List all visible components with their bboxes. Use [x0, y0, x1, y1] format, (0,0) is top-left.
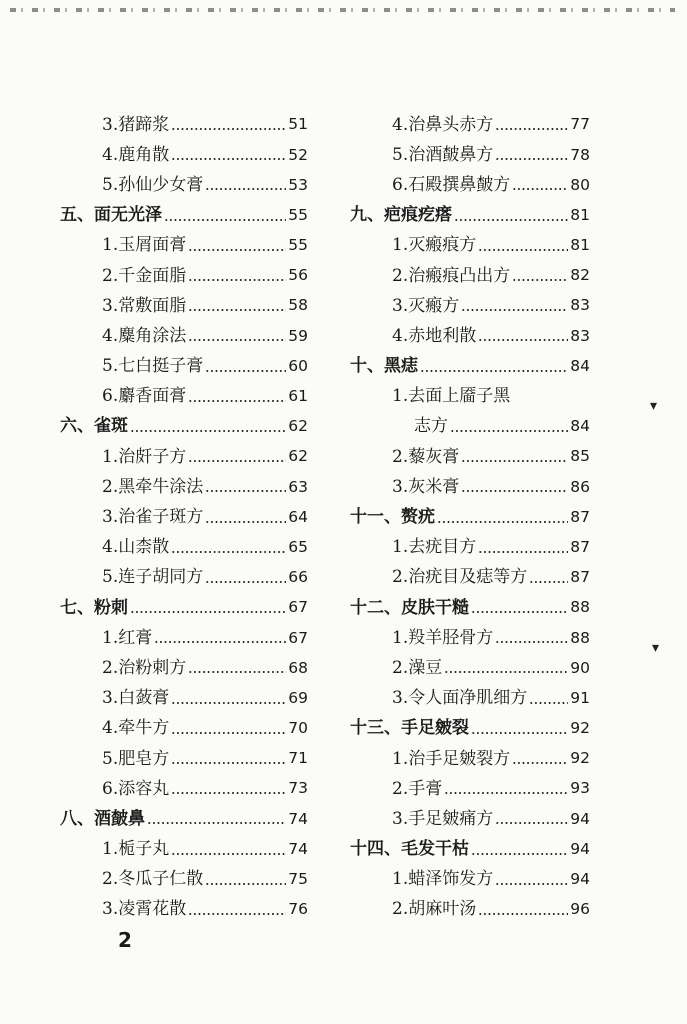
dot-leader	[471, 732, 568, 734]
toc-page-number: 61	[288, 387, 308, 406]
toc-page-number: 91	[570, 688, 590, 707]
dot-leader	[478, 551, 568, 553]
scan-speck-mark: ▾	[652, 640, 660, 656]
dot-leader	[461, 309, 568, 311]
toc-entry-title: 志方	[414, 416, 448, 437]
toc-entry-title: 1.去疣目方	[392, 537, 477, 558]
toc-page-number: 67	[288, 598, 308, 617]
toc-entry-title: 2.澡豆	[392, 657, 443, 678]
dot-leader	[188, 309, 286, 311]
toc-page-number: 90	[570, 658, 590, 677]
toc-entry-title: 6.麝香面膏	[102, 386, 187, 407]
toc-page-number: 60	[288, 356, 308, 375]
toc-page-number: 87	[570, 568, 590, 587]
toc-page-number: 87	[570, 537, 590, 556]
dot-leader	[171, 853, 286, 855]
dot-leader	[188, 460, 286, 462]
toc-entry-title: 1.治皯子方	[102, 446, 187, 467]
dot-leader	[437, 521, 568, 523]
dot-leader	[478, 913, 568, 915]
dot-leader	[188, 249, 286, 251]
toc-entry	[60, 623, 308, 653]
dot-leader	[164, 219, 286, 221]
toc-section-entry	[350, 201, 590, 231]
scan-speck-mark: ▾	[650, 398, 658, 414]
toc-entry	[60, 170, 308, 200]
toc-entry	[60, 321, 308, 351]
toc-entry	[350, 321, 590, 351]
dot-leader	[478, 339, 568, 341]
dot-leader	[188, 400, 286, 402]
toc-entry	[350, 231, 590, 261]
dot-leader	[529, 702, 568, 704]
toc-page-number: 85	[570, 447, 590, 466]
toc-section-entry	[350, 593, 590, 623]
toc-page-number: 74	[288, 809, 308, 828]
toc-entry	[350, 804, 590, 834]
toc-entry-title: 十三、手足皴裂	[350, 718, 469, 739]
toc-entry	[60, 714, 308, 744]
toc-entry-title: 2.治粉刺方	[102, 657, 187, 678]
toc-entry	[60, 835, 308, 865]
toc-page-number: 68	[288, 658, 308, 677]
dot-leader	[495, 641, 568, 643]
toc-entry	[60, 382, 308, 412]
toc-entry-title: 5.连子胡同方	[102, 567, 204, 588]
toc-entry-title: 3.灰米膏	[392, 476, 460, 497]
dot-leader	[205, 188, 286, 190]
toc-page-number: 65	[288, 537, 308, 556]
toc-entry-title: 1.灭瘢痕方	[392, 235, 477, 256]
toc-page-number: 62	[288, 447, 308, 466]
toc-entry-title: 4.鹿角散	[102, 144, 170, 165]
toc-entry-title: 3.令人面净肌细方	[392, 688, 528, 709]
toc-section-entry	[60, 593, 308, 623]
toc-section-entry	[350, 835, 590, 865]
toc-entry-title: 1.栀子丸	[102, 839, 170, 860]
toc-section-entry	[350, 502, 590, 532]
dot-leader	[171, 128, 286, 130]
dot-leader	[444, 792, 568, 794]
dot-leader	[495, 128, 568, 130]
toc-entry	[350, 170, 590, 200]
toc-entry-title: 4.治鼻头赤方	[392, 114, 494, 135]
dot-leader	[205, 370, 286, 372]
scan-edge-noise	[10, 8, 675, 12]
toc-section-entry	[60, 412, 308, 442]
toc-page-number: 64	[288, 507, 308, 526]
toc-page-number: 94	[570, 870, 590, 889]
toc-entry	[350, 291, 590, 321]
dot-leader	[444, 671, 568, 673]
toc-page-number: 73	[288, 779, 308, 798]
toc-entry	[350, 533, 590, 563]
toc-entry-title: 5.肥皂方	[102, 748, 170, 769]
toc-entry	[60, 865, 308, 895]
dot-leader	[147, 822, 286, 824]
toc-entry	[350, 684, 590, 714]
toc-page-number: 84	[570, 356, 590, 375]
toc-page-number: 58	[288, 296, 308, 315]
toc-page-number: 93	[570, 779, 590, 798]
toc-page-number: 83	[570, 296, 590, 315]
toc-page-number: 56	[288, 266, 308, 285]
toc-entry-title: 6.石殿撰鼻皶方	[392, 174, 511, 195]
toc-entry-title: 1.玉屑面膏	[102, 235, 187, 256]
dot-leader	[495, 822, 568, 824]
toc-section-entry	[350, 352, 590, 382]
toc-page-number: 82	[570, 266, 590, 285]
toc-section-entry	[60, 201, 308, 231]
toc-entry-title: 2.治瘢痕凸出方	[392, 265, 511, 286]
dot-leader	[478, 249, 568, 251]
toc-entry-title: 2.手膏	[392, 778, 443, 799]
toc-entry-title: 2.冬瓜子仁散	[102, 869, 204, 890]
toc-page-number: 80	[570, 175, 590, 194]
toc-entry-title: 3.手足皴痛方	[392, 808, 494, 829]
toc-section-entry	[350, 714, 590, 744]
toc-entry-title: 1.治手足皴裂方	[392, 748, 511, 769]
toc-entry	[60, 472, 308, 502]
dot-leader	[188, 279, 286, 281]
toc-entry-title: 3.白蔹膏	[102, 688, 170, 709]
toc-entry	[350, 140, 590, 170]
toc-entry	[350, 865, 590, 895]
dot-leader	[130, 611, 286, 613]
toc-page-number: 63	[288, 477, 308, 496]
toc-page-number: 66	[288, 568, 308, 587]
toc-entry	[350, 774, 590, 804]
dot-leader	[461, 490, 568, 492]
dot-leader	[188, 671, 286, 673]
dot-leader	[495, 158, 568, 160]
toc-page-number: 87	[570, 507, 590, 526]
toc-page-number: 94	[570, 809, 590, 828]
toc-entry-title: 十、黑痣	[350, 356, 418, 377]
page-number: 2	[118, 928, 132, 952]
toc-page-number: 86	[570, 477, 590, 496]
toc-left-column	[60, 110, 308, 925]
toc-entry-title: 八、酒皶鼻	[60, 808, 145, 829]
toc-entry	[350, 744, 590, 774]
toc-section-entry	[60, 804, 308, 834]
toc-page-number: 69	[288, 688, 308, 707]
toc-entry	[60, 442, 308, 472]
dot-leader	[205, 581, 286, 583]
toc-entry-title: 3.凌霄花散	[102, 899, 187, 920]
toc-page-number: 53	[288, 175, 308, 194]
toc-entry	[350, 563, 590, 593]
toc-entry	[350, 653, 590, 683]
toc-entry-title: 3.常敷面脂	[102, 295, 187, 316]
toc-entry-title: 2.黑牵牛涂法	[102, 476, 204, 497]
toc-entry-title: 五、面无光泽	[60, 205, 162, 226]
toc-page-number: 74	[288, 839, 308, 858]
toc-entry	[60, 110, 308, 140]
dot-leader	[512, 188, 568, 190]
toc-page-number: 81	[570, 205, 590, 224]
dot-leader	[171, 702, 286, 704]
toc-page-number: 84	[570, 417, 590, 436]
dot-leader	[450, 430, 568, 432]
dot-leader	[171, 762, 286, 764]
dot-leader	[171, 732, 286, 734]
toc-entry	[60, 653, 308, 683]
toc-entry-title: 1.羖羊胫骨方	[392, 627, 494, 648]
toc-page-number: 92	[570, 719, 590, 738]
toc-entry	[60, 140, 308, 170]
toc-page-number: 55	[288, 205, 308, 224]
toc-entry	[60, 533, 308, 563]
toc-page-number: 75	[288, 870, 308, 889]
toc-page-number: 81	[570, 236, 590, 255]
toc-entry-title: 4.赤地利散	[392, 325, 477, 346]
dot-leader	[171, 158, 286, 160]
toc-entry	[350, 382, 590, 412]
toc-entry	[350, 261, 590, 291]
toc-entry-title: 2.藜灰膏	[392, 446, 460, 467]
toc-entry-title: 5.治酒皶鼻方	[392, 144, 494, 165]
toc-entry	[350, 895, 590, 925]
dot-leader	[205, 883, 286, 885]
toc-page-number: 94	[570, 839, 590, 858]
toc-entry-title: 1.蜡泽饰发方	[392, 869, 494, 890]
toc-entry	[60, 744, 308, 774]
toc-entry	[60, 502, 308, 532]
dot-leader	[188, 339, 286, 341]
toc-entry	[350, 623, 590, 653]
dot-leader	[171, 551, 286, 553]
toc-entry	[60, 291, 308, 321]
dot-leader	[512, 762, 568, 764]
toc-entry-title: 2.千金面脂	[102, 265, 187, 286]
toc-entry	[60, 231, 308, 261]
toc-entry	[60, 895, 308, 925]
toc-entry-title: 1.红膏	[102, 627, 153, 648]
toc-entry-title: 2.治疣目及痣等方	[392, 567, 528, 588]
toc-entry-title: 3.治雀子斑方	[102, 507, 204, 528]
toc-page-number: 76	[288, 900, 308, 919]
toc-entry	[60, 684, 308, 714]
toc-entry-title: 六、雀斑	[60, 416, 128, 437]
toc-page-number: 70	[288, 719, 308, 738]
toc-page-number: 92	[570, 749, 590, 768]
toc-entry	[60, 352, 308, 382]
toc-page-number: 77	[570, 115, 590, 134]
toc-entry-title: 3.灭瘢方	[392, 295, 460, 316]
toc-entry-title: 4.山柰散	[102, 537, 170, 558]
dot-leader	[529, 581, 568, 583]
toc-entry	[350, 472, 590, 502]
toc-entry	[60, 563, 308, 593]
toc-page-number: 71	[288, 749, 308, 768]
toc-entry-title: 九、疤痕疙瘩	[350, 205, 452, 226]
toc-entry-title: 1.去面上靥子黑	[392, 386, 511, 407]
toc-entry-title: 3.猪蹄浆	[102, 114, 170, 135]
toc-page-number: 88	[570, 628, 590, 647]
toc-page-number: 96	[570, 900, 590, 919]
toc-page-number: 67	[288, 628, 308, 647]
dot-leader	[495, 883, 568, 885]
toc-entry	[350, 110, 590, 140]
dot-leader	[154, 641, 286, 643]
toc-entry-title: 4.麋角涂法	[102, 325, 187, 346]
toc-entry	[60, 261, 308, 291]
toc-page-number: 83	[570, 326, 590, 345]
dot-leader	[205, 521, 286, 523]
dot-leader	[512, 279, 568, 281]
dot-leader	[471, 853, 568, 855]
toc-entry-title: 4.牵牛方	[102, 718, 170, 739]
toc-entry	[350, 412, 590, 442]
toc-entry	[60, 774, 308, 804]
toc-right-column	[350, 110, 590, 925]
dot-leader	[171, 792, 286, 794]
dot-leader	[461, 460, 568, 462]
toc-page-number: 88	[570, 598, 590, 617]
toc-page-number: 55	[288, 236, 308, 255]
toc-entry-title: 七、粉刺	[60, 597, 128, 618]
toc-entry-title: 十一、赘疣	[350, 507, 435, 528]
dot-leader	[420, 370, 568, 372]
toc-page-number: 62	[288, 417, 308, 436]
toc-entry-title: 2.胡麻叶汤	[392, 899, 477, 920]
dot-leader	[130, 430, 286, 432]
toc-entry-title: 5.七白挺子膏	[102, 356, 204, 377]
toc-entry-title: 十四、毛发干枯	[350, 839, 469, 860]
toc-page-number: 51	[288, 115, 308, 134]
toc-entry	[350, 442, 590, 472]
toc-entry-title: 十二、皮肤干糙	[350, 597, 469, 618]
dot-leader	[205, 490, 286, 492]
toc-page-number: 59	[288, 326, 308, 345]
toc-page-number: 52	[288, 145, 308, 164]
toc-entry-title: 5.孙仙少女膏	[102, 174, 204, 195]
dot-leader	[454, 219, 568, 221]
dot-leader	[188, 913, 286, 915]
toc-page-number: 78	[570, 145, 590, 164]
dot-leader	[471, 611, 568, 613]
toc-entry-title: 6.添容丸	[102, 778, 170, 799]
